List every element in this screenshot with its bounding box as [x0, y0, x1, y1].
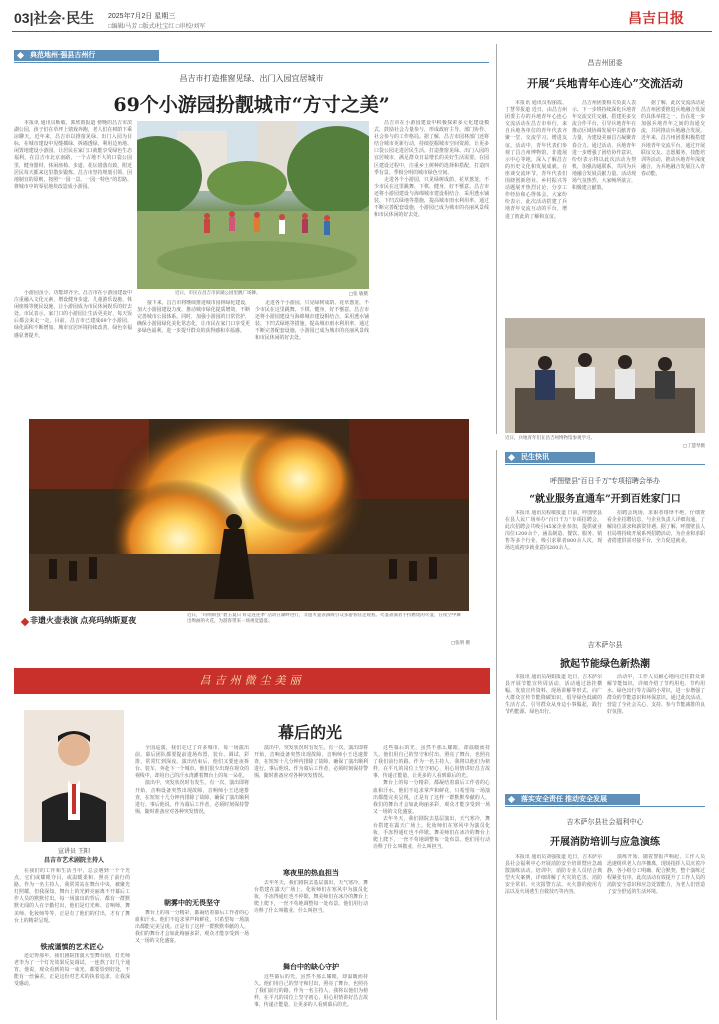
essay-body-col3: 演出中，突发状况时有发生。有一次，演出即将开始，音响设备突然出现故障，音响师小王迅速排查，在短短十几分钟内排除了故障，确保了演出顺利进行。事后他说，作为幕后工作者，必须时刻保持警惕，随时准备应对各种突发情况。 — [254, 745, 368, 780]
essay-body-col3b: 去年冬天，我们剧院去基层演出，天气寒冷，舞台搭建在露天广场上。化妆师们在寒风中为演员化妆，手冻得通红也不停歇。舞美师们在冰冷的舞台上爬上爬下，一丝不苟地调整每一处布景。他们用行动诠释了什么叫敬业，什么叫担当。 — [254, 880, 368, 915]
youth-exchange-photo — [505, 318, 705, 433]
park-scene-illustration — [137, 121, 369, 289]
speaker-portrait — [24, 710, 124, 842]
essay-subhead-1: 铁戒谨慎的艺术匠心 — [40, 942, 104, 951]
section-banner-safety: 落实安全责任 推动安全发展 — [505, 794, 640, 805]
essay-subhead-2: 朝雾中的无畏坚守 — [164, 898, 220, 907]
newspaper-masthead: 昌吉日报 — [628, 11, 684, 27]
article-headline: 69个小游园扮靓城市“方寸之美” — [113, 94, 390, 116]
welfare-label: 吉木萨尔县社会福利中心 — [566, 819, 644, 826]
section-rule-livelihood — [505, 464, 705, 465]
fire-photo-credit: □张明 摄 — [450, 641, 470, 646]
employment-headline: “就业服务直通车”开到百姓家门口 — [529, 494, 681, 505]
essay-body-col4: 这些幕后的光，虽然不那么耀眼，却温暖而持久。他们用自己的坚守和付出，照亮了舞台，也照亮了我们前行的路。作为一名主持人，我将以他们为榜样，在平凡的岗位上坚守初心，用心用情讲好昌吉故事，传递正能量，让更多的人看到幕后的光。 舞台上的每一分精彩，都凝结着幕后工作者的心血和汗水。他们不追求掌声和鲜花，只希望每一场演出都能完美呈现。正是有了这样一群默默奉献的人，我们的舞台才会如此绚丽多彩，观众才能享受到一场又一场的文化盛宴。 去年冬天，我们剧院去基层演出，天气寒冷，舞台搭建在露天广场上。化妆师们在寒风中为演员化妆，手冻得通红也不停歇。舞美师们在冰冷的舞台上爬上爬下，一丝不苟地调整每一处布景。他们用行动诠释了什么叫敬业，什么叫担当。 — [373, 745, 490, 851]
employment-kicker: 呼图壁县“百日千万”专项招聘会举办 — [550, 478, 660, 485]
essay-body-col2b: 舞台上的每一分精彩，都凝结着幕后工作者的心血和汗水。他们不追求掌声和鲜花，只希望每一场演出都能完美呈现。正是有了这样一群默默奉献的人，我们的舞台才会如此绚丽多彩，观众才能享受到一场又一场的文化盛宴。 — [135, 910, 249, 945]
section-rule-safety — [505, 806, 705, 807]
section-banner: 典范地州·强县古州行 — [14, 50, 159, 61]
essay-subhead-3: 寒夜里的热血担当 — [283, 868, 339, 877]
article-body-col1b: 小游园虽小，功能却齐全。昌吉市在小游园建设中注重融入文化元素，增设健身步道、儿童游乐设施、休闲座椅等便民设施，让小游园成为市民休闲娱乐的好去处。市民表示，家门口的小游园让生活更美好，每天饭后都会来走一走。目前，昌吉市已建成69个小游园，绿化面积不断增加，城市宜居环境持续改善，绿色幸福感显著提升。 — [14, 290, 132, 339]
fire-caption: 近日，“玛纳斯县”碧玉夏日 好运连连季”活动在湖畔进行，非遗火壶表演吸引众多游客驻足观看。火壶表演者手持燃烧的火壶，在夜空中舞出绚丽的火花，为游客带来一场视觉盛宴。 — [187, 613, 461, 624]
essay-subhead-4: 舞台中的缺心守护 — [283, 962, 339, 971]
article-kicker: 昌吉市打造推窗见绿、出门入园宜居城市 — [179, 74, 324, 83]
article-body-col3: 走进各个小游园，只见绿树成荫、花草葱茏，不少市民在这里跳舞、下棋、健身，好不惬意。昌吉市还将小游园建设与海绵城市建设相结合，采用透水铺装、下凹式绿地等措施，提高城市雨水利用率。通过不断完善配套设施，小游园已成为城市的亮丽风景线和市民休闲的好去处。 — [255, 300, 369, 342]
section-banner-livelihood: 民生快讯 — [505, 452, 595, 463]
article-label: 昌吉州团委 — [587, 60, 623, 67]
youth-photo-credit: □丁慧琴摄 — [682, 444, 705, 449]
speaker-name: 宣讲员 王阳 — [58, 848, 90, 855]
section-rule — [14, 62, 489, 63]
column-divider — [496, 44, 497, 434]
employment-body-col2: 招聘会现场，求职者络绎不绝，仔细查看企业招聘信息，与企业负责人详细沟通，了解岗位需求和薪资待遇。据了解，呼图壁县人社局将持续开展系列招聘活动，为企业和求职者搭建供需对接平台，全力促进就业。 — [607, 510, 705, 545]
fire-caption-title: 非遗火壶表演 点亮玛纳斯夏夜 — [30, 616, 137, 625]
square-dance-photo — [137, 121, 369, 289]
article-headline-youth: 开展“兵地青年心连心”交流活动 — [527, 77, 683, 90]
energy-headline: 掀起节能绿色新热潮 — [560, 659, 650, 670]
employment-body-col1: 本报讯 通讯员程敏报道 日前，呼图壁县在县人民广场举办“百日千万”专项招聘会，此次招聘会共吸引45家企业参加，提供就业岗位1200余个，涵盖制造、餐饮、服务、销售等多个行业，吸引求职者800余人次，现场达成初步就业意向260余人。 — [505, 510, 602, 552]
fire-drill-headline: 开展消防培训与应急演练 — [550, 837, 660, 848]
youth-photo-caption: 近日，兵地青年们在昌吉州博物馆参观学习。 — [505, 436, 595, 441]
essay-headline: 幕后的光 — [277, 723, 342, 742]
column-banner-title: 昌吉州微尘美丽 — [199, 674, 305, 687]
speaker-title: 昌吉市艺术剧院主持人 — [43, 857, 104, 864]
essay-body-col1b: 还记得那年，我们剧院排演大型舞台剧，灯光师老李为了一个灯光效果反复调试，一连熬了好几个通宵。他说，观众看到的每一束光，都要恰到好处，不能有一丝偏差。正是这份对艺术的执着追求，让我深受感动。 — [14, 953, 130, 988]
portrait-illustration — [24, 710, 124, 842]
youth-body-col3: 据了解，此次交流活动是昌吉州团委推进兵地融合发展的具体举措之一，旨在进一步加强兵地青年之间的沟通交流，共同推动兵地融合发展。近年来，昌吉州团委积极搭建兵地青年交流平台，通过开展联谊交友、志愿服务、技能培训等活动，推动兵地青年深度融合，为兵地融合发展注入青春动能。 — [641, 100, 705, 177]
article-body-col1: 本报讯 通讯员靳敏、郭欣雨报道 傍晚的昌吉市滨湖公园，孩子们在草坪上嬉戏奔跑，老人们在树荫下乘凉聊天。近年来，昌吉市以推窗见绿、出门入园为目标，在城市建设中见缝插绿、拆墙透绿，利用边角地、闲置地建设小游园，让居民在家门口就能享受绿色生态福利。在昌吉市北京南路，一个占地不大的口袋公园里，健身器材、休闲座椅、步道、花坛错落有致，附近居民每天都来这里散步锻炼。昌吉市坚持规划引领、因地制宜的原则，按照“一园一景、一园一特色”的思路，将城市中的零星地块改造成小游园。 — [14, 120, 132, 190]
fire-pot-performance-photo — [29, 419, 469, 611]
youth-body-col2: 昌吉州团委相关负责人表示，下一步将持续深化兵地青年交流交往交融，搭建更多交流合作平台，引导兵地青年在推动区域协调发展中贡献青春力量，为建设美丽昌吉凝聚青春合力。通过活动，兵地青年进一步增强了团结协作意识，纷纷表示将以此次活动为契机，加强沟通联系，共同为兵地融合发展贡献力量。活动现场气氛热烈，大家畅所欲言，积极建言献策。 — [572, 100, 636, 192]
energy-body-col2: 活动中，工作人员耐心地向过往群众讲解节能知识，详细介绍了节约用电、节约用水、绿色出行等方面的小常识，进一步增强了群众的节能意识和环保意识。通过此次活动，营造了全社会关心、支持、参与节能减排的良好氛围。 — [607, 674, 705, 716]
caption-bullet-icon — [21, 618, 29, 626]
fire-drill-body-col1: 本报讯 通讯员刘强报道 近日，吉木萨尔县社会福利中心开展消防安全培训暨应急疏散演练活动。培训中，消防专业人员结合典型火灾案例，详细讲解了火灾的危害、消防安全常识、火灾报警方法、灭火器的使用方法以及火场逃生自救技巧等内容。 — [505, 854, 602, 896]
page-editors: □编辑/马芳 □版式/杜宝红 □审校/刘军 — [108, 24, 206, 30]
article-body-col4: 昌吉市在小游园建设中积极探索多元化建设模式，鼓励社会力量参与，形成政府主导、部门协作、社会参与的工作格局。据了解，昌吉市园林部门还将结合城市更新行动，持续挖掘城市空间资源，让更多口袋公园走进居民生活，打造推窗见绿、出门入园的宜居城市，满足群众日益增长的美好生活需要。在园区建设过程中，注重乡土树种的选择和搭配，打造四季有景、季相分明的城市绿色空间。 走进各个小游园，只见绿树成荫、花草葱茏，不少市民在这里跳舞、下棋、健身，好不惬意。昌吉市还将小游园建设与海绵城市建设相结合，采用透水铺装、下凹式绿地等措施，提高城市雨水利用率。通过不断完善配套设施，小游园已成为城市的亮丽风景线和市民休闲的好去处。 — [374, 120, 489, 219]
museum-visit-illustration — [505, 318, 705, 433]
article-body-col2: 接下来，昌吉市将继续推进城市园林绿化建设，加大小游园建设力度，推动城市绿化提质增效，不断完善城市公园体系。同时，加强小游园的日常管护，确保小游园绿化美化常态化，让市民在家门口享受更多绿色福利，进一步提升群众的获得感和幸福感。 — [137, 300, 250, 335]
photo-credit: □张 敏摄 — [348, 292, 368, 297]
energy-body-col1: 本报讯 通讯员胡娟报道 近日，吉木萨尔县开展节能宣传周活动，活动通过悬挂横幅、发放宣传资料、现场讲解等形式，向广大群众宣传节能降碳知识，倡导绿色低碳的生活方式，引导群众从身边小事做起，践行节约能源、绿色出行。 — [505, 674, 602, 716]
essay-body-col3c: 这些幕后的光，虽然不那么耀眼，却温暖而持久。他们用自己的坚守和付出，照亮了舞台，也照亮了我们前行的路。作为一名主持人，我将以他们为榜样，在平凡的岗位上坚守初心，用心用情讲好昌吉故事，传递正能量，让更多的人看到幕后的光。 — [254, 974, 368, 1009]
county-label: 吉木萨尔县 — [587, 642, 623, 649]
fire-drill-body-col2: 演练开始，随着警报声响起，工作人员迅速组织老人有序撤离，现场指挥人员沉着冷静，各小组分工明确、配合默契，整个演练过程紧张有序。此次活动有效提升了工作人员的消防安全意识和应急处置能力，为老人们营造了安全舒适的生活环境。 — [607, 854, 705, 896]
essay-body-col2: 全国巡演，我们走过了许多城市，每一场演出前，幕后团队都要提前进场布置，装台、调试、彩排，常常忙到深夜。演出结束后，他们又要连夜拆台、装车，奔赴下一个城市。他们很少出现在观众的视线中，却用自己的汗水浇灌着舞台上的每一朵花。 演出中，突发状况时有发生。有一次，演出即将开始，音响设备突然出现故障，音响师小王迅速排查，在短短十几分钟内排除了故障，确保了演出顺利进行。事后他说，作为幕后工作者，必须时刻保持警惕，随时准备应对各种突发情况。 — [135, 745, 249, 815]
youth-body-col1: 本报讯 通讯员程丽霞、丁慧琴报道 近日，由昌吉州团委主办的兵地青年心连心交流活动在昌吉市举行，来自兵地各单位的青年代表齐聚一堂，交流学习、增进友谊。活动中，青年代表们参观了昌吉州博物馆、非遗展示中心等地，深入了解昌吉的历史文化和发展成就。在座谈交流环节，青年代表们围绕创新创业、乡村振兴等话题展开热烈讨论，分享工作经验和心得体会。大家纷纷表示，此次活动搭建了兵地青年交流互动的平台，增进了彼此的了解和友谊。 — [505, 100, 567, 220]
page-date: 2025年7月2日 星期三 — [108, 13, 176, 20]
column-divider-lower — [496, 450, 497, 1020]
essay-body-col1: 在我们的工作和生活当中，总会遇到一个个光点，它们或耀眼夺目，或温暖柔和，照亮了前行的路。作为一名主持人，我常常站在舞台中央，被聚光灯照耀，但我深知，舞台上的光鲜亮丽离不开幕后工作人员的默默付出。每一场演出的背后，都有一群默默无闻的人在辛勤付出，他们是灯光师、音响师、舞美师、化妆师等等，正是有了他们的付出，才有了舞台上的精彩呈现。 — [14, 868, 130, 924]
fire-performance-illustration — [29, 419, 469, 611]
photo-caption: 近日，市民在昌吉市滨湖公园里跳广场舞。 — [175, 291, 261, 296]
page-number: 03|社会·民生 — [14, 10, 95, 26]
